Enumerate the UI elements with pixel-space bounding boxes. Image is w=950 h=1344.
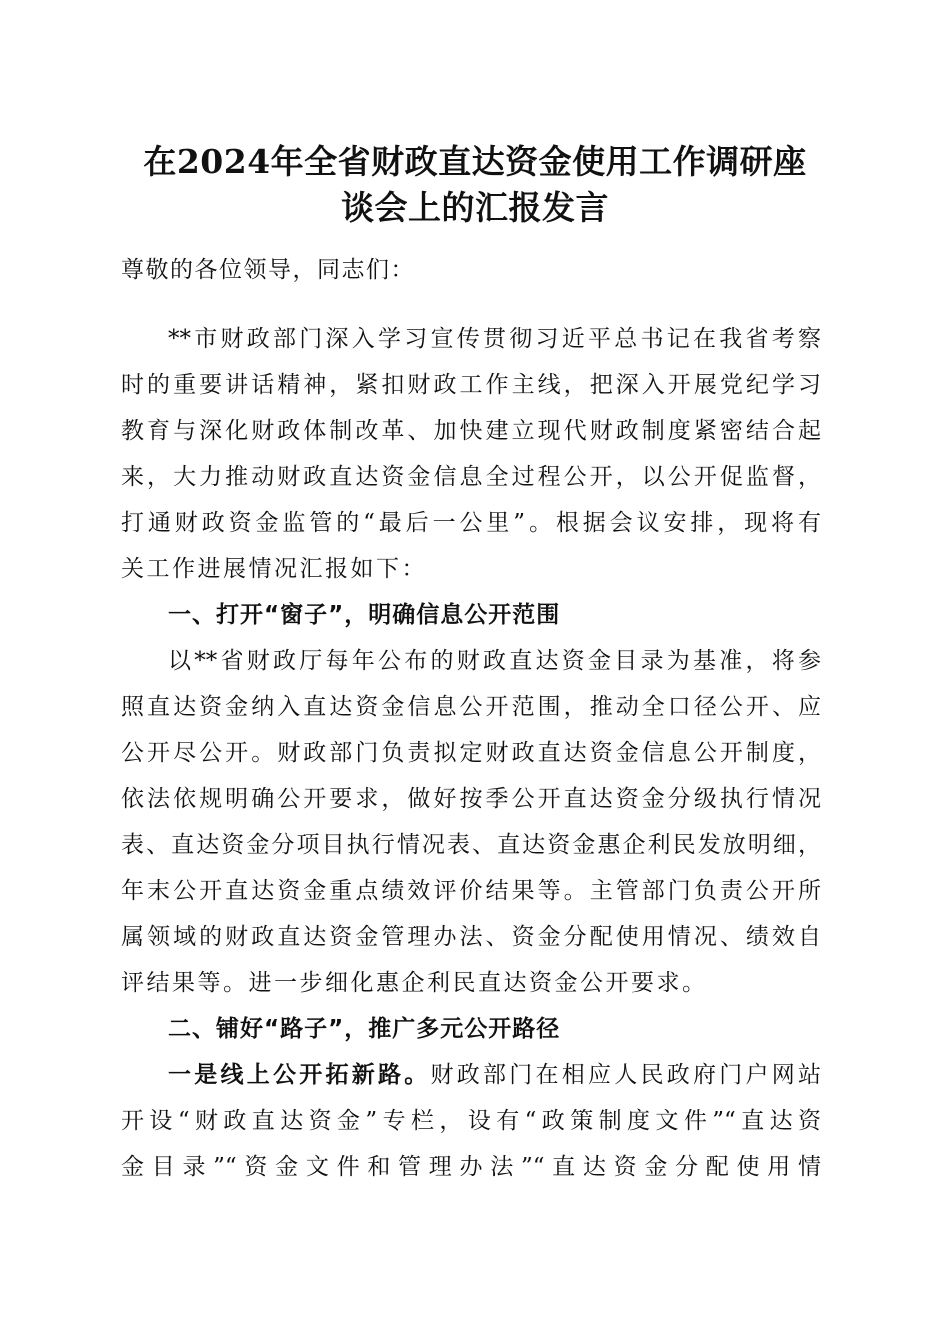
section-1-line-4: 依法依规明确公开要求，做好按季公开直达资金分级执行情况	[121, 786, 821, 812]
section-1-line-1: 以**省财政厅每年公布的财政直达资金目录为基准，将参	[168, 648, 821, 674]
intro-line-5: 打通财政资金监管的“最后一公里”。根据会议安排，现将有	[121, 510, 821, 536]
section-2-heading: 二、铺好“路子”，推广多元公开路径	[168, 1016, 561, 1042]
section-2-line-1	[168, 1052, 821, 1098]
intro-line-1: **市财政部门深入学习宣传贯彻习近平总书记在我省考察	[168, 326, 821, 352]
document-title-line-2: 谈会上的汇报发言	[341, 188, 609, 227]
section-1-line-5: 表、直达资金分项目执行情况表、直达资金惠企利民发放明细，	[121, 832, 821, 858]
section-2-lead: 一是线上公开拓新路。	[168, 1062, 431, 1088]
section-2-line-1-rest: 财政部门在相应人民政府门户网站	[430, 1062, 821, 1088]
section-1-line-3: 公开尽公开。财政部门负责拟定财政直达资金信息公开制度，	[121, 740, 821, 766]
section-2-line-2: 开设“财政直达资金”专栏，设有“政策制度文件”“直达资	[121, 1108, 821, 1134]
intro-line-3: 教育与深化财政体制改革、加快建立现代财政制度紧密结合起	[121, 418, 821, 444]
intro-line-2: 时的重要讲话精神，紧扣财政工作主线，把深入开展党纪学习	[121, 372, 821, 398]
intro-line-6: 关工作进展情况汇报如下：	[121, 556, 427, 582]
intro-line-4: 来，大力推动财政直达资金信息全过程公开，以公开促监督，	[121, 464, 821, 490]
salutation: 尊敬的各位领导，同志们：	[121, 257, 415, 283]
section-1-line-6: 年末公开直达资金重点绩效评价结果等。主管部门负责公开所	[121, 878, 821, 904]
section-1-line-7: 属领域的财政直达资金管理办法、资金分配使用情况、绩效自	[121, 924, 821, 950]
document-title-line-1: 在2024年全省财政直达资金使用工作调研座	[143, 142, 807, 181]
section-1-heading: 一、打开“窗子”，明确信息公开范围	[168, 602, 561, 628]
section-1-line-2: 照直达资金纳入直达资金信息公开范围，推动全口径公开、应	[121, 694, 821, 720]
section-2-line-3: 金目录”“资金文件和管理办法”“直达资金分配使用情	[121, 1154, 821, 1180]
section-1-line-8: 评结果等。进一步细化惠企利民直达资金公开要求。	[121, 970, 708, 996]
